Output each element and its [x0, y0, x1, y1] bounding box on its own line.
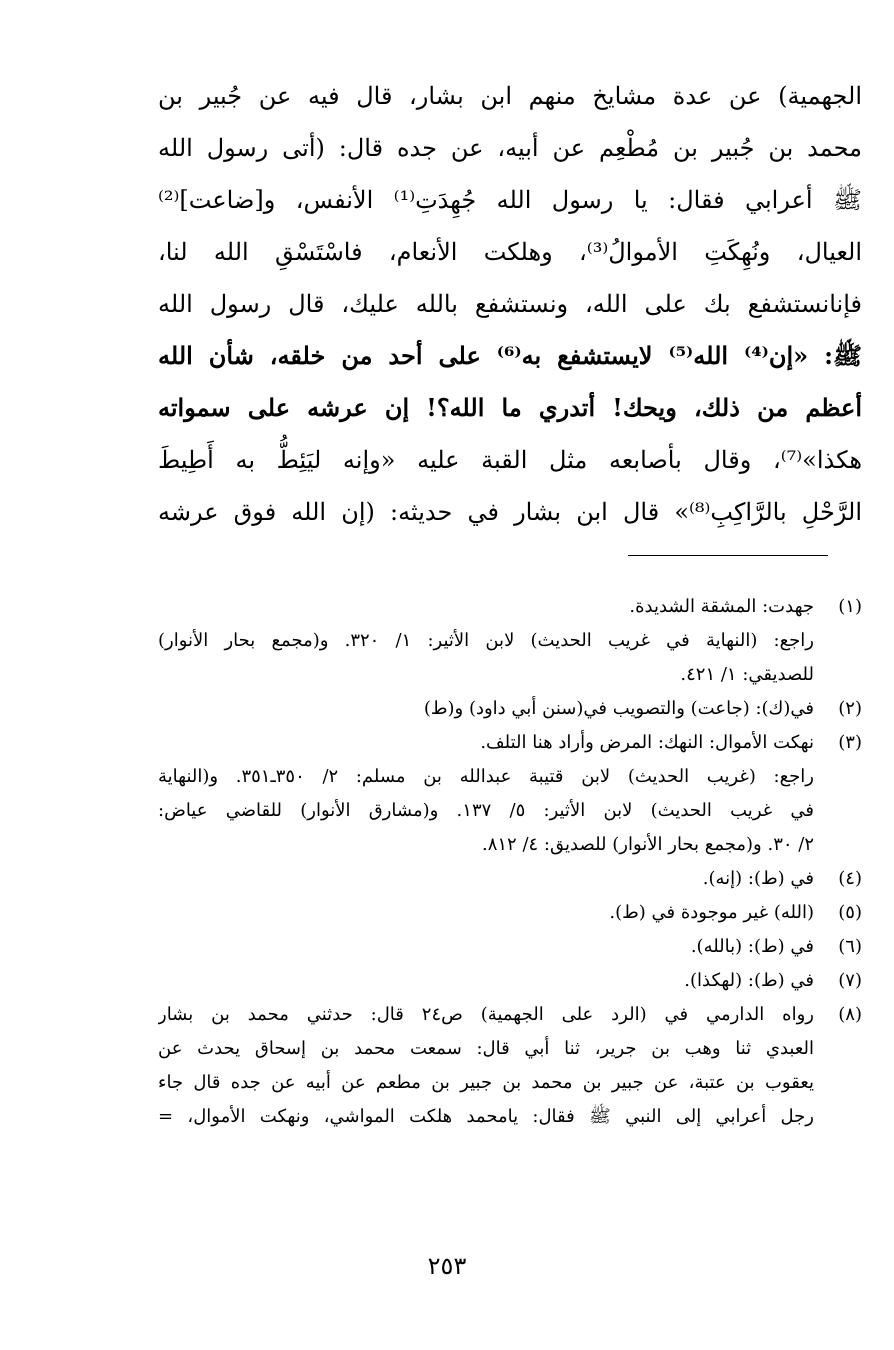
footnote-number: (٦)	[838, 936, 862, 957]
footnote-number: (١)	[838, 596, 862, 617]
footnote-line: في (ط): (بالله).	[690, 936, 814, 957]
body-line-hadith: أعظم من ذلك، ويحك! أتدري ما الله؟! إن عرشه على سمواته	[158, 393, 862, 422]
footnote-line: في (ط): (إنه).	[702, 868, 814, 889]
footnote-separator	[628, 555, 828, 556]
footnote-line: نهكت الأموال: النهك: المرض وأراد هنا التلف.	[480, 732, 814, 753]
footnote-line: (الله) غير موجودة في (ط).	[609, 902, 814, 923]
footnote-line: ٢/ ٣٠. و(مجمع بحار الأنوار) للصديق: ٤/ ٨١٢.	[481, 834, 814, 855]
footnote-line: رجل أعرابي إلى النبي ﷺ فقال: يامحمد هلكت المواشي، ونهكت الأموال، =	[158, 1106, 814, 1127]
footnote-line: في(ك): (جاعت) والتصويب في(سنن أبي داود) و(ط)	[423, 698, 814, 719]
footnote-number: (٨)	[838, 1004, 862, 1025]
footnote-line: راجع: (النهاية في غريب الحديث) لابن الأثير: ١/ ٣٢٠. و(مجمع بحار الأنوار)	[158, 630, 814, 651]
footnote-number: (٥)	[838, 902, 862, 923]
body-line: الجهمية) عن عدة مشايخ منهم ابن بشار، قال فيه عن جُبير بن	[158, 82, 862, 110]
footnote-8	[158, 998, 862, 1134]
body-line: هكذا»⁽⁷⁾، وقال بأصابعه مثل القبة عليه «وإنه ليَئِطُّ به أَطِيطَ	[158, 446, 862, 474]
body-line: محمد بن جُبير بن مُطْعِم عن أبيه، عن جده قال: (أتى رسول الله	[158, 134, 862, 162]
footnote-1	[158, 590, 862, 692]
body-line: الرَّحْلِ بالرَّاكِبِ⁽⁸⁾» قال ابن بشار في حديثه: (إن الله فوق عرشه	[158, 498, 862, 526]
footnote-number: (٤)	[838, 868, 862, 889]
footnote-line: في (ط): (لهكذا).	[684, 970, 814, 991]
body-line: ﷺ أعرابي فقال: يا رسول الله جُهِدَتِ⁽¹⁾ الأنفس، و[ضاعت]⁽²⁾	[158, 186, 862, 214]
footnotes	[158, 590, 862, 1134]
footnote-6	[158, 930, 862, 964]
page-number: ٢٥٣	[427, 1252, 467, 1280]
footnote-line: راجع: (غريب الحديث) لابن قتيبة عبدالله بن مسلم: ٢/ ٣٥٠ـ٣٥١. و(النهاية	[158, 766, 814, 787]
footnote-3	[158, 726, 862, 862]
footnote-2	[158, 692, 862, 726]
body-line-hadith: ﷺ: «إن⁽⁴⁾ الله⁽⁵⁾ لايستشفع به⁽⁶⁾ على أحد من خلقه، شأن الله	[158, 341, 862, 370]
footnote-line: يعقوب بن عتبة، عن جبير بن محمد بن جبير بن مطعم عن أبيه عن جده قال جاء	[158, 1072, 814, 1093]
footnote-line: للصديقي: ١/ ٤٢١.	[680, 664, 814, 685]
main-text	[158, 70, 862, 538]
body-line: العيال، ونُهِكَتِ الأموالُ⁽³⁾، وهلكت الأنعام، فاسْتَسْقِ الله لنا،	[158, 238, 862, 266]
footnote-line: العبدي ثنا وهب بن جرير، ثنا أبي قال: سمعت محمد بن إسحاق يحدث عن	[158, 1038, 814, 1059]
footnote-line: رواه الدارمي في (الرد على الجهمية) ص٢٤ قال: حدثني محمد بن بشار	[158, 1004, 814, 1025]
body-line: فإنانستشفع بك على الله، ونستشفع بالله عليك، قال رسول الله	[158, 290, 862, 318]
footnote-number: (٧)	[838, 970, 862, 991]
footnote-7	[158, 964, 862, 998]
footnote-number: (٢)	[838, 698, 862, 719]
footnote-line: في غريب الحديث) لابن الأثير: ٥/ ١٣٧. و(مشارق الأنوار) للقاضي عياض:	[158, 800, 814, 821]
footnote-5	[158, 896, 862, 930]
footnote-line: جهدت: المشقة الشديدة.	[629, 596, 814, 617]
footnote-4	[158, 862, 862, 896]
footnote-number: (٣)	[838, 732, 862, 753]
